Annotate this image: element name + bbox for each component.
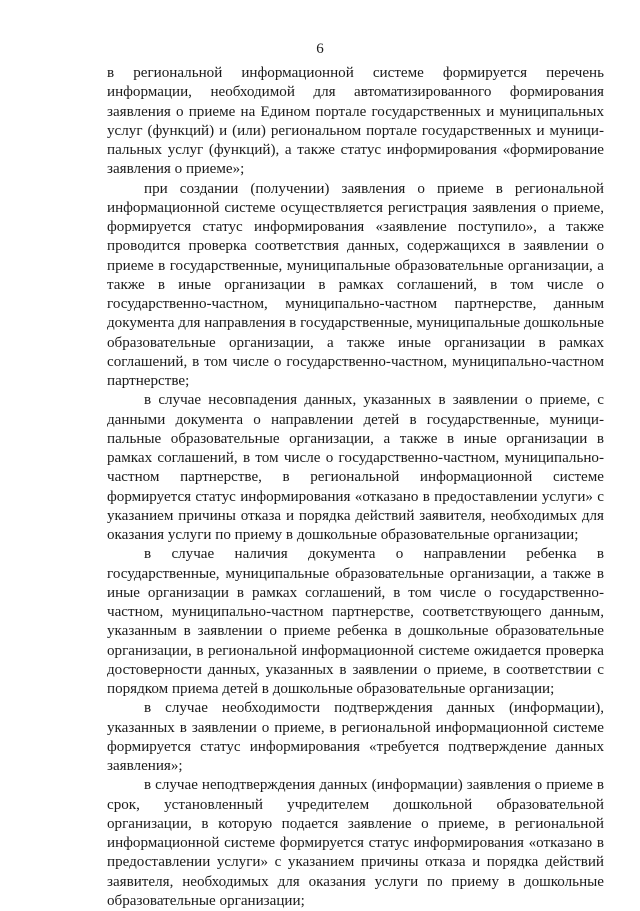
paragraph-data-mismatch: в случае несовпадения данных, указанных в заявлении о приеме, с данными документа о направлении детей в государственные, муниципальные образовательные организации, а также в иные организации в рамках соглашений, в том числе о государственно-частном, муниципально-частном партнерстве, в региональной информационной системе формируется статус информирования «отказано в предоставлении услуги» с указанием причины отказа и порядка действий заявителя, необходимых для оказания услуги по приему в дошкольные образовательные организации; bbox=[107, 392, 604, 543]
paragraph-continuation: в региональной информационной системе формируется перечень информации, необходимой для автоматизированного формирования заявления о приеме на Едином портале государственных и муниципальных услуг (функций) и (или) региональном портале государственных и муниципальных услуг (функций), а также статус информирования «формирование заявления о приеме»; bbox=[107, 65, 604, 178]
paragraph-non-confirmation: в случае неподтверждения данных (информации) заявления о приеме в срок, установленный учредителем дошкольной образовательной организации, в которую подается заявление о приеме, в региональной информационной системе формируется статус информирования «отказано в предоставлении услуги» с указанием причины отказа и порядка действий заявителя, необходимых для оказания услуги по приему в дошкольные образовательные организации; bbox=[107, 777, 604, 909]
paragraph-data-confirmation: в случае необходимости подтверждения данных (информации), указанных в заявлении о приеме, в региональной информационной системе формируется статус информирования «требуется подтверждение данных заявления»; bbox=[107, 700, 604, 774]
page-number: 6 bbox=[316, 41, 324, 57]
paragraph-application-registration: при создании (получении) заявления о приеме в региональной информационной системе осуществляется регистрация заявления о приеме, формируется статус информирования «заявление поступило», а также проводится проверка соответствия данных, содержащихся в заявлении о приеме в государственные, муниципальные образовательные организации, а также в иные организации в рамках соглашений, в том числе о государственно-частном, муниципально-частном партнерстве, данным документа для направления в государственные, муниципальные дошкольные образовательные организации, а также иные организации в рамках соглашений, в том числе о государственно-частном, муниципально-частном партнерстве; bbox=[107, 180, 604, 389]
paragraph-referral-document: в случае наличия документа о направлении ребенка в государственные, муниципальные образовательные организации, а также в иные организации в рамках соглашений, в том числе о государственно-частном, муниципально-частном партнерстве, соответствующего данным, указанным в заявлении о приеме ребенка в дошкольные образовательные организации, в региональной информационной системе ожидается проверка достоверности данных, указанных в заявлении о приеме, в соответствии с порядком приема детей в дошкольные образовательные организации; bbox=[107, 546, 604, 697]
document-body bbox=[107, 64, 604, 911]
